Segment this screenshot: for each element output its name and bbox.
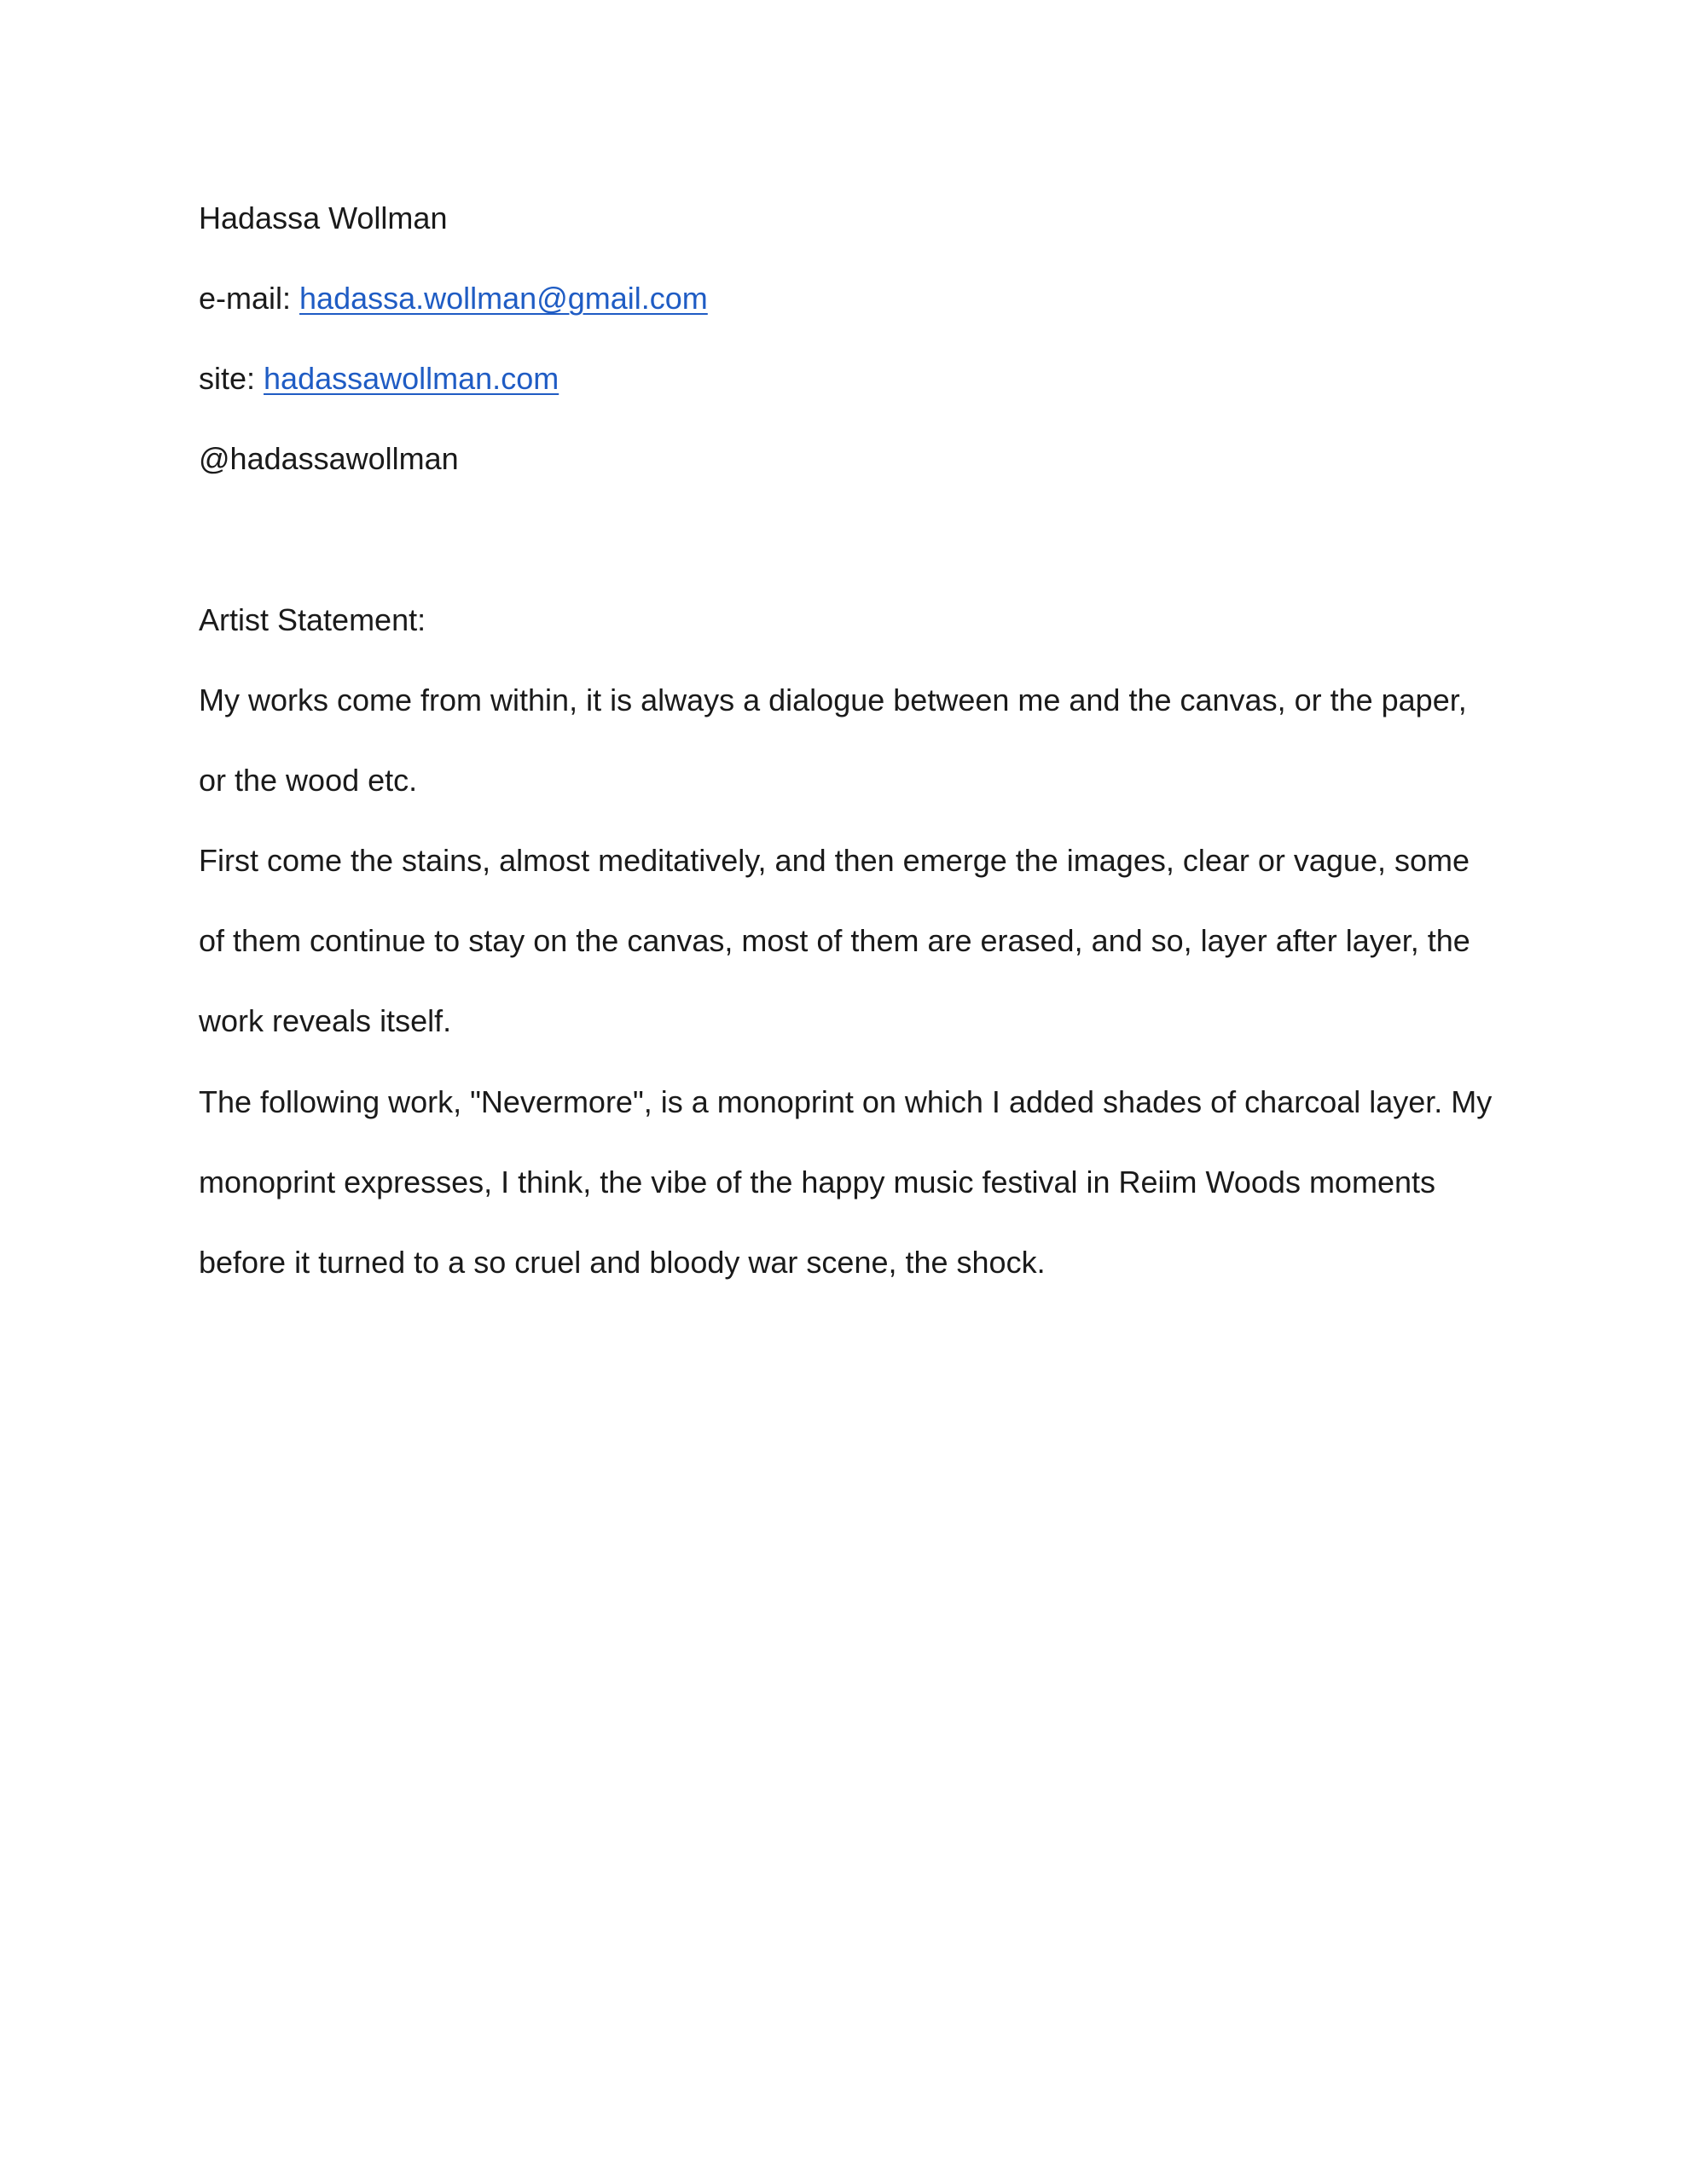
statement-line: First come the stains, almost meditatively, and then emerge the images, clear or vague, some xyxy=(199,843,1470,878)
statement-line: of them continue to stay on the canvas, most of them are erased, and so, layer after layer, the xyxy=(199,923,1470,958)
statement-line: monoprint expresses, I think, the vibe of the happy music festival in Reiim Woods moments xyxy=(199,1165,1435,1199)
statement-line: My works come from within, it is always a dialogue between me and the canvas, or the paper, xyxy=(199,682,1467,717)
site-link[interactable]: hadassawollman.com xyxy=(264,361,559,396)
author-name: Hadassa Wollman xyxy=(199,200,448,235)
statement-line: before it turned to a so cruel and bloody war scene, the shock. xyxy=(199,1245,1046,1280)
site-label: site: xyxy=(199,361,264,396)
statement-heading: Artist Statement: xyxy=(199,602,426,637)
statement-line: work reveals itself. xyxy=(199,1003,452,1038)
site-line xyxy=(199,360,559,398)
email-link[interactable]: hadassa.wollman@gmail.com xyxy=(299,281,708,316)
email-line xyxy=(199,280,708,317)
statement-line: or the wood etc. xyxy=(199,763,418,798)
email-label: e-mail: xyxy=(199,281,300,316)
social-handle: @hadassawollman xyxy=(199,441,459,476)
statement-line: The following work, "Nevermore", is a monoprint on which I added shades of charcoal layer. My xyxy=(199,1084,1493,1119)
